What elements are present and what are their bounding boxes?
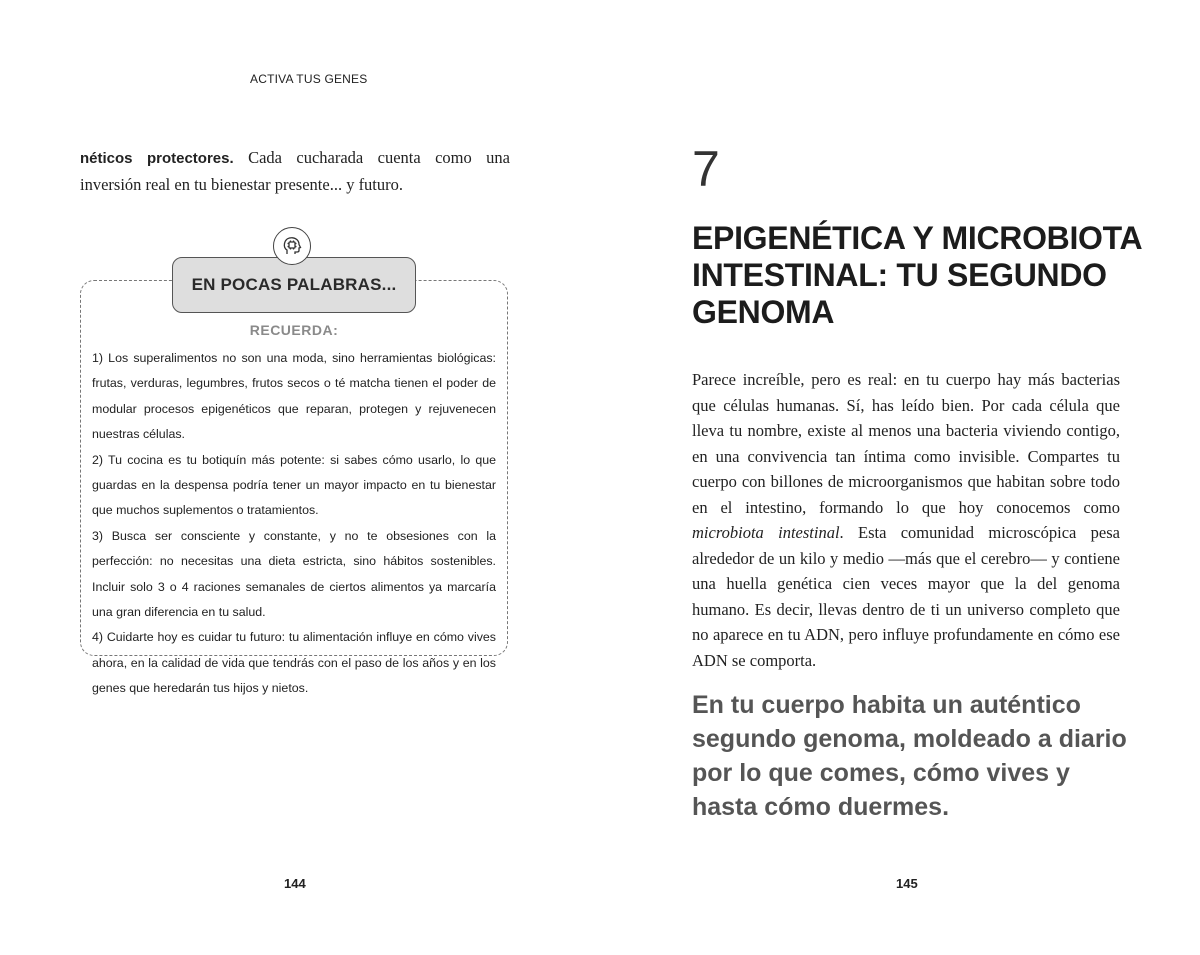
page-number: 145 bbox=[896, 876, 918, 891]
chapter-title: EPIGENÉTICA Y MICROBIOTA INTESTINAL: TU SEGUNDO GENOMA bbox=[692, 220, 1142, 330]
list-item: 4) Cuidarte hoy es cuidar tu futuro: tu alimentación influye en cómo vives ahora, en la calidad de vida que tendrás con el paso de los años y en los genes que heredarán tus hijos y nietos. bbox=[92, 630, 496, 696]
body-paragraph bbox=[692, 367, 1120, 673]
callout-subtitle: RECUERDA: bbox=[249, 322, 339, 338]
paragraph-text: Cada cucharada cuenta como una inversión real en tu bienestar presente... y futuro. bbox=[80, 148, 510, 194]
chapter-number: 7 bbox=[692, 141, 719, 197]
body-text: Parece increíble, pero es real: en tu cuerpo hay más bacterias que células humanas. Sí, has leído bien. Por cada célula que lleva tu nombre, existe al menos una bacteria viviendo contigo, en una convivencia tan íntima como invisible. Compartes tu cuerpo con billones de microorganismos que habitan sobre todo en el intestino, formando lo que hoy conocemos como bbox=[692, 370, 1120, 517]
italic-term: microbiota intestinal bbox=[692, 523, 840, 542]
bold-lead: néticos protectores. bbox=[80, 150, 234, 167]
callout-list bbox=[92, 346, 496, 702]
head-with-chip-icon bbox=[273, 227, 311, 265]
continued-paragraph bbox=[80, 145, 510, 197]
list-item: 2) Tu cocina es tu botiquín más potente: si sabes cómo usarlo, lo que guardas en la despensa podría tener un mayor impacto en tu bienestar que muchos suplementos o tratamientos. bbox=[92, 452, 496, 518]
body-text: . Esta comunidad microscópica pesa alrededor de un kilo y medio —más que el cerebro— y contiene una huella genética cien veces mayor que la del genoma humano. Es decir, llevas dentro de ti un universo completo que no aparece en tu ADN, pero influye profundamente en cómo ese ADN se comporta. bbox=[692, 523, 1120, 670]
pull-quote: En tu cuerpo habita un auténtico segundo genoma, moldeado a diario por lo que comes, cómo vives y hasta cómo duermes. bbox=[692, 691, 1127, 821]
page-number: 144 bbox=[284, 876, 306, 891]
list-item: 3) Busca ser consciente y constante, y no te obsesiones con la perfección: no necesitas una dieta estricta, sino hábitos sostenibles. Incluir solo 3 o 4 raciones semanales de ciertos alimentos ya marcaría una gran diferencia en tu salud. bbox=[92, 528, 496, 620]
right-page bbox=[600, 0, 1200, 955]
callout-title: EN POCAS PALABRAS... bbox=[172, 257, 416, 313]
list-item: 1) Los superalimentos no son una moda, sino herramientas biológicas: frutas, verduras, legumbres, frutos secos o té matcha tienen el poder de modular procesos epigenéticos que reparan, protegen y rejuvenecen nuestras células. bbox=[92, 351, 496, 442]
running-head: ACTIVA TUS GENES bbox=[250, 72, 368, 86]
